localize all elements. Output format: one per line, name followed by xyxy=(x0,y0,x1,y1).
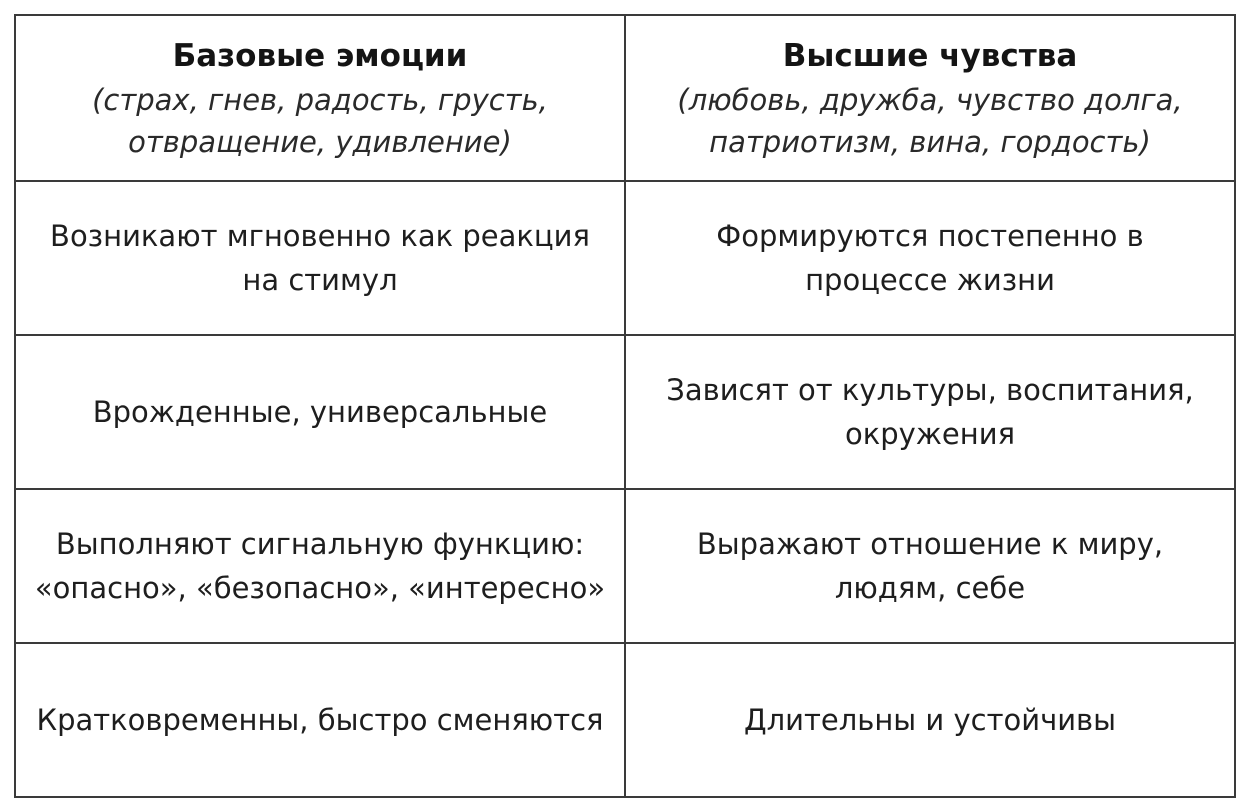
table-cell-right xyxy=(625,643,1235,797)
table-cell-right xyxy=(625,181,1235,335)
table-cell-left xyxy=(15,643,625,797)
header-subtitle-higher-feelings: (любовь, дружба, чувство долга, патриотизм, вина, гордость) xyxy=(677,83,1183,159)
cell-text: Врожденные, универсальные xyxy=(92,395,548,429)
cell-text: Выражают отношение к миру, людям, себе xyxy=(696,527,1164,605)
header-cell-higher-feelings xyxy=(625,15,1235,181)
table-cell-right xyxy=(625,489,1235,643)
header-title-higher-feelings: Высшие чувства xyxy=(782,38,1078,74)
comparison-table-container xyxy=(14,14,1236,797)
table-cell-left xyxy=(15,489,625,643)
table-cell-left xyxy=(15,335,625,489)
cell-text: Выполняют сигнальную функцию: «опасно», «безопасно», «интересно» xyxy=(34,527,606,605)
cell-text: Длительны и устойчивы xyxy=(743,703,1117,737)
comparison-table xyxy=(14,14,1236,798)
header-subtitle-basic-emotions: (страх, гнев, радость, грусть, отвращение, удивление) xyxy=(92,83,548,159)
cell-text: Возникают мгновенно как реакция на стимул xyxy=(50,219,590,297)
table-cell-left xyxy=(15,181,625,335)
cell-text: Зависят от культуры, воспитания, окружения xyxy=(666,373,1194,451)
header-title-basic-emotions: Базовые эмоции xyxy=(172,38,468,74)
table-row xyxy=(15,181,1235,335)
table-row xyxy=(15,489,1235,643)
table-cell-right xyxy=(625,335,1235,489)
table-header-row xyxy=(15,15,1235,181)
header-cell-basic-emotions xyxy=(15,15,625,181)
cell-text: Формируются постепенно в процессе жизни xyxy=(716,219,1144,297)
table-row xyxy=(15,335,1235,489)
cell-text: Кратковременны, быстро сменяются xyxy=(36,703,604,737)
table-row xyxy=(15,643,1235,797)
